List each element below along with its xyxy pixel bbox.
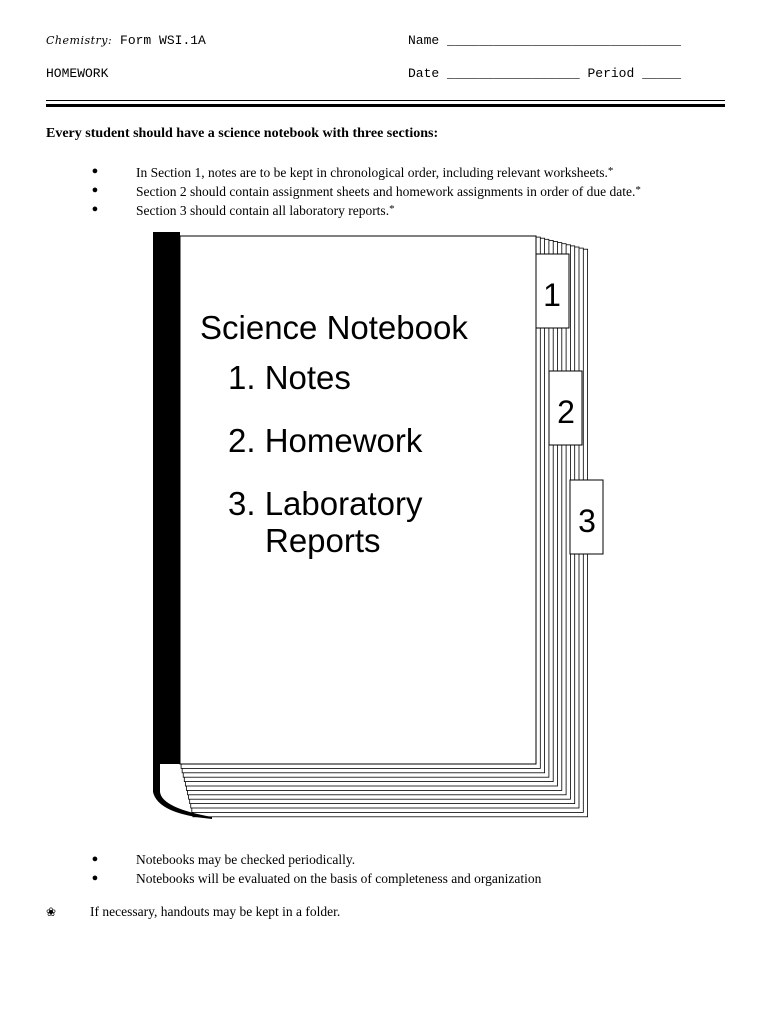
notebook-item-reports: Reports (265, 522, 381, 559)
folder-note-text: If necessary, handouts may be kept in a folder. (90, 904, 341, 919)
course-label: Chemistry: (46, 34, 113, 47)
period-label: Period (587, 66, 635, 81)
period-blank[interactable]: _____ (642, 66, 682, 81)
name-blank[interactable]: ______________________________ (447, 33, 682, 48)
bullet-icon: ● (91, 203, 99, 215)
bullet-icon: ● (91, 184, 99, 196)
evaluation-2-text: Notebooks will be evaluated on the basis of completeness and organization (136, 871, 542, 886)
folder-note (46, 904, 340, 920)
section-2-text: Section 2 should contain assignment sheets and homework assignments in order of due date. (136, 184, 636, 199)
name-label: Name (408, 33, 440, 48)
section-3-text: Section 3 should contain all laboratory reports. (136, 203, 390, 218)
bullet-icon: ● (91, 872, 99, 884)
tab-3-label: 3 (578, 503, 596, 539)
footnote-mark: * (635, 184, 641, 196)
footnote-mark: * (389, 203, 395, 215)
list-item (91, 869, 542, 888)
footnote-mark: * (607, 165, 614, 177)
date-label: Date (408, 66, 440, 81)
bullet-icon: ● (91, 853, 99, 865)
notebook-item-homework: 2. Homework (228, 422, 423, 459)
intro-heading: Every student should have a science notebook with three sections: (46, 126, 439, 141)
notebook-item-laboratory: 3. Laboratory (228, 485, 423, 522)
homework-label: HOMEWORK (46, 66, 109, 81)
tab-2-label: 2 (557, 394, 575, 430)
evaluation-list (91, 850, 542, 888)
flower-icon: ❀ (46, 905, 57, 919)
tab-1-label: 1 (543, 277, 561, 313)
date-blank[interactable]: _________________ (447, 66, 580, 81)
form-label: Form WSI.1A (120, 33, 206, 48)
notebook-item-notes: 1. Notes (228, 359, 351, 396)
notebook-title: Science Notebook (200, 309, 468, 346)
bullet-icon: ● (91, 165, 99, 177)
list-item (91, 850, 541, 869)
evaluation-1-text: Notebooks may be checked periodically. (136, 852, 356, 867)
section-1-text: In Section 1, notes are to be kept in chronological order, including relevant worksheets. (136, 165, 608, 180)
notebook-spine (153, 232, 180, 764)
